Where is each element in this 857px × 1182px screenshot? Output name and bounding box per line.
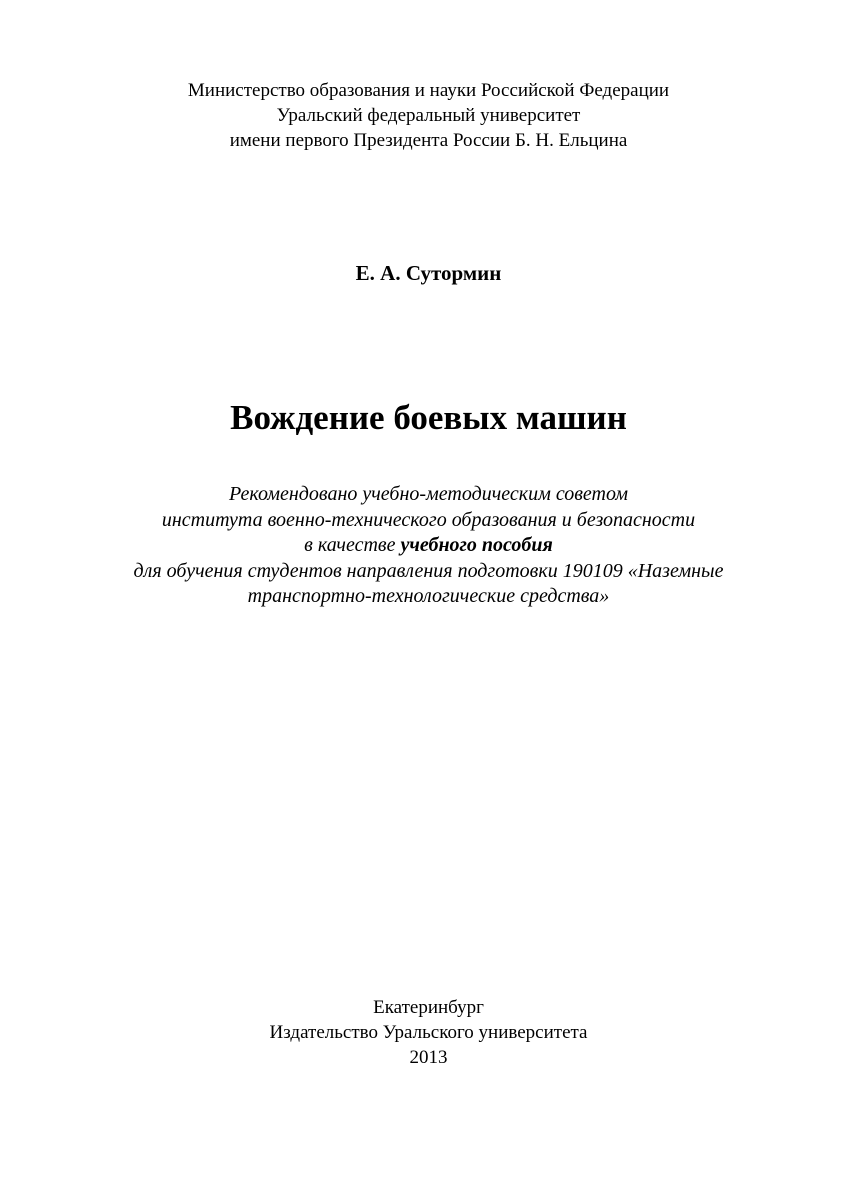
imprint bbox=[0, 995, 857, 1070]
university-line: Уральский федеральный университет bbox=[276, 105, 581, 126]
book-title: Вождение боевых машин bbox=[230, 398, 627, 437]
university-named-line: имени первого Президента России Б. Н. Ельцина bbox=[229, 130, 628, 151]
publisher: Издательство Уральского университета bbox=[269, 1022, 588, 1043]
textbook-type: учебного пособия bbox=[400, 534, 553, 556]
author-name: Е. А. Сутормин bbox=[355, 261, 502, 285]
ministry-line: Министерство образования и науки Российской Федерации bbox=[187, 80, 670, 101]
recommendation-line-4: для обучения студентов направления подготовки 190109 «Наземные bbox=[133, 559, 724, 582]
recommendation-line-1: Рекомендовано учебно-методическим советом bbox=[229, 483, 628, 505]
recommendation-note bbox=[0, 482, 857, 610]
recommendation-line-5: транспортно-технологические средства» bbox=[247, 585, 610, 607]
recommendation-line-3 bbox=[0, 533, 857, 559]
recommendation-line-2: института военно-технического образования и безопасности bbox=[161, 508, 696, 531]
recommendation-prefix: в качестве bbox=[304, 534, 401, 556]
city: Екатеринбург bbox=[373, 997, 484, 1018]
year: 2013 bbox=[409, 1047, 448, 1068]
institution-header bbox=[0, 78, 857, 153]
